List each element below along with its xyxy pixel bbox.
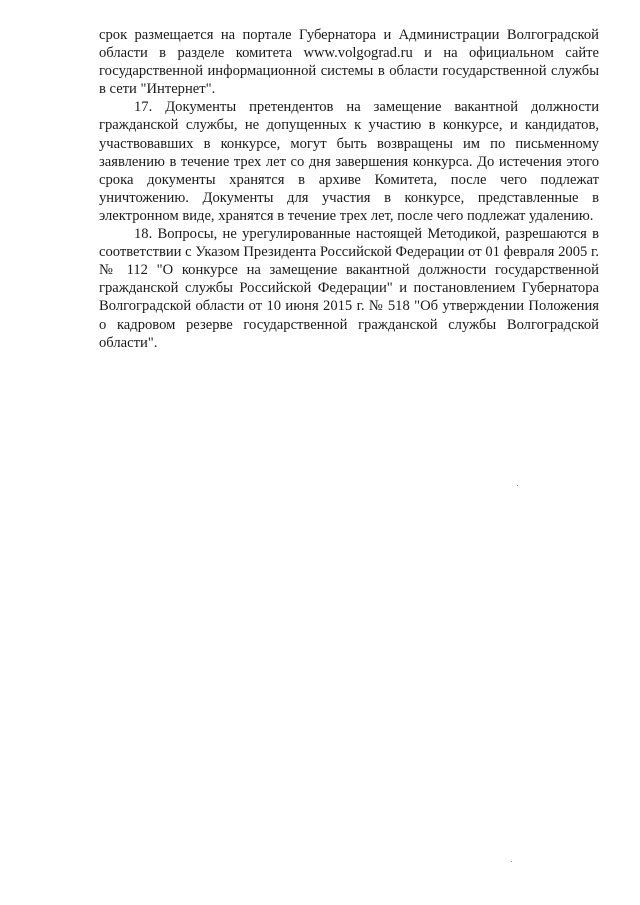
scan-speck	[511, 861, 512, 862]
scan-speck	[517, 485, 518, 486]
paragraph-continuation: срок размещается на портале Губернатора и Администрации Волгоградской области в разделе комитета www.volgograd.ru и на официальном сайте государственной информационной системы в области государственной службы в сети "Интернет".	[99, 27, 599, 98]
paragraph-18: 18. Вопросы, не урегулированные настоящей Методикой, разрешаются в соответствии с Указом Президента Российской Федерации от 01 февраля 2005 г. № 112 "О конкурсе на замещение вакантной должности государственной гражданской службы Российской Федерации" и постановлением Губернатора Волгоградской области от 10 июня 2015 г. № 518 "Об утверждении Положения о кадровом резерве государственной гражданской службы Волгоградской области".	[99, 226, 599, 351]
document-body	[99, 26, 599, 352]
paragraph-17: 17. Документы претендентов на замещение вакантной должности гражданской службы, не допущенных к участию в конкурсе, и кандидатов, участвовавших в конкурсе, могут быть возвращены им по письменному заявлению в течение трех лет со дня завершения конкурса. До истечения этого срока документы хранятся в архиве Комитета, после чего подлежат уничтожению. Документы для участия в конкурсе, представленные в электронном виде, хранятся в течение трех лет, после чего подлежат удалению.	[99, 99, 599, 224]
